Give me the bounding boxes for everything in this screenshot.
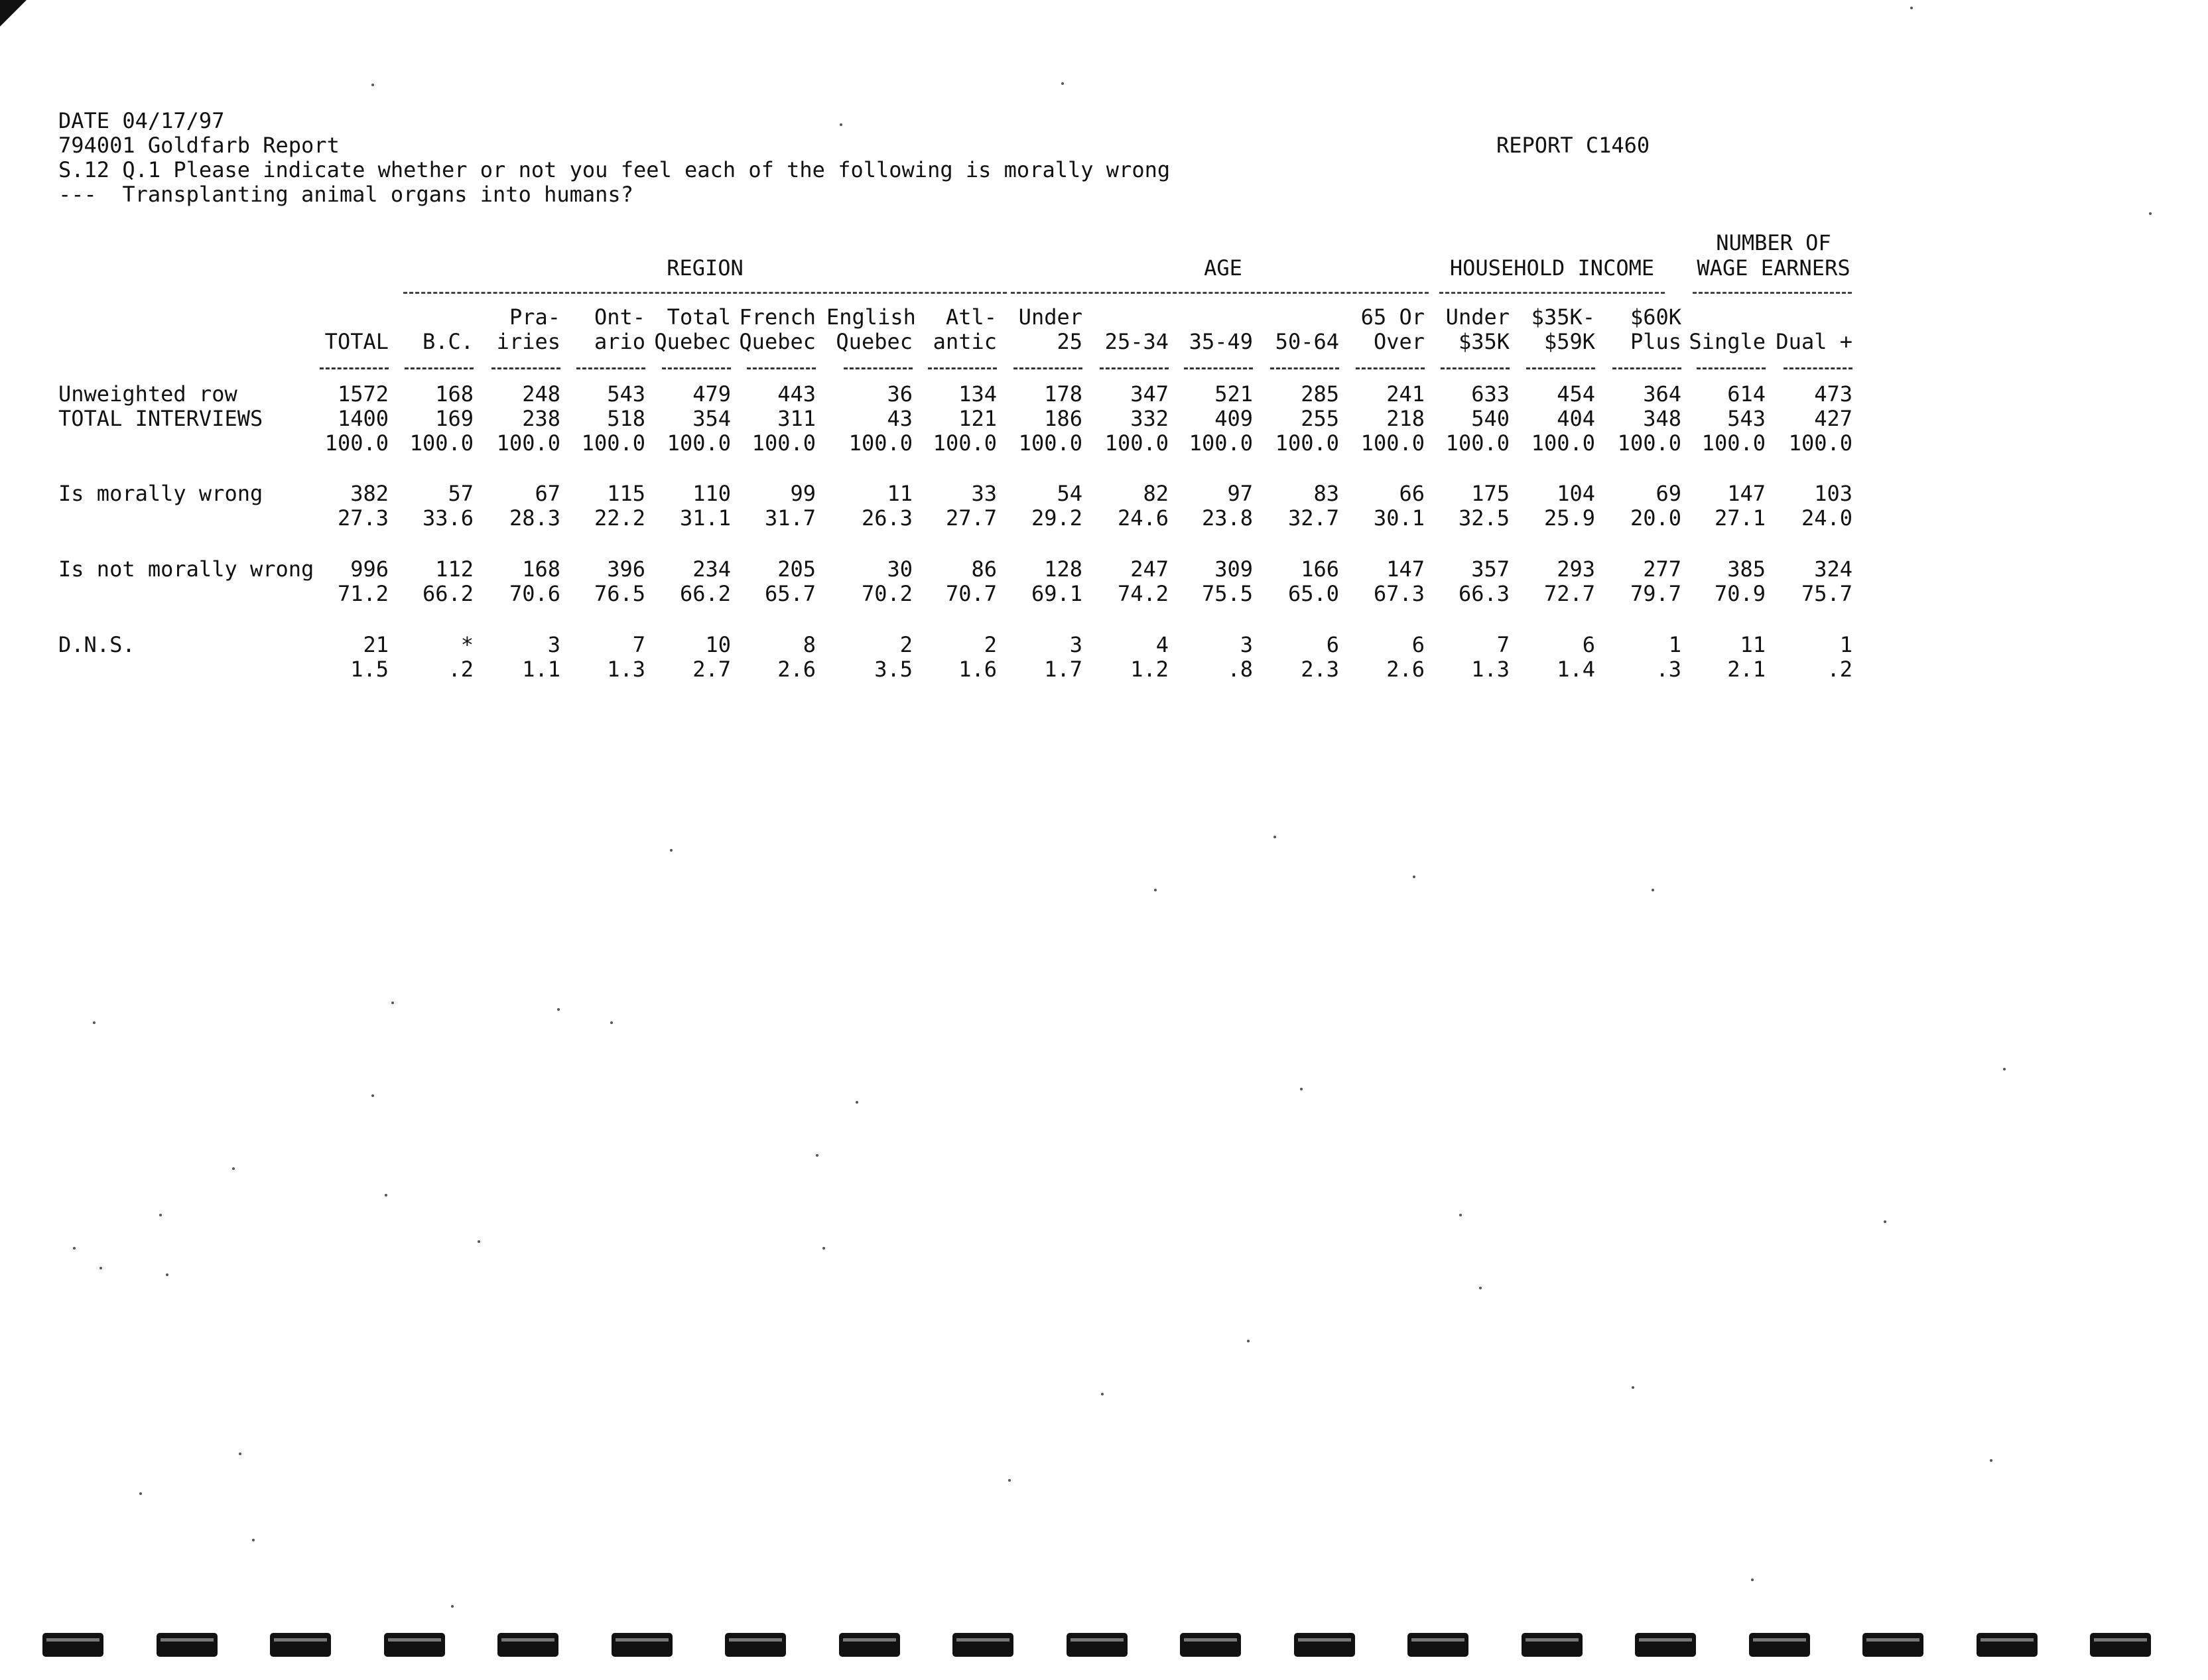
- table-cell: 25.9: [1543, 505, 1595, 531]
- table-cell: 347: [1130, 381, 1169, 407]
- table-cell: 364: [1643, 381, 1681, 407]
- sprocket-hole: [612, 1633, 673, 1657]
- row-label-dns: D.N.S.: [58, 632, 135, 657]
- column-header-line1: Under: [1445, 304, 1510, 330]
- column-underline: [1526, 367, 1595, 369]
- table-cell: 100.0: [324, 430, 389, 456]
- table-cell: 11: [887, 481, 913, 506]
- sprocket-hole: [1407, 1633, 1468, 1657]
- table-cell: 10: [705, 632, 731, 657]
- table-cell: 1.3: [1471, 657, 1510, 682]
- sprocket-hole: [952, 1633, 1013, 1657]
- scan-speck: [816, 1154, 818, 1157]
- table-cell: 443: [777, 381, 816, 407]
- column-underline: [747, 367, 816, 369]
- table-cell: 69: [1656, 481, 1681, 506]
- table-cell: 2.3: [1301, 657, 1339, 682]
- table-cell: 66.2: [679, 581, 731, 606]
- report-name: 794001 Goldfarb Report: [58, 133, 340, 158]
- table-cell: 100.0: [1788, 430, 1852, 456]
- table-cell: 382: [350, 481, 389, 506]
- column-header-line2: Quebec: [739, 329, 816, 354]
- table-cell: 27.3: [337, 505, 389, 531]
- table-cell: 26.3: [861, 505, 913, 531]
- column-underline: [1697, 367, 1766, 369]
- table-cell: 33: [971, 481, 997, 506]
- column-underline: [662, 367, 731, 369]
- scan-speck: [1910, 7, 1913, 9]
- table-cell: 27.7: [945, 505, 997, 531]
- table-cell: 2.1: [1727, 657, 1766, 682]
- column-header-line2: B.C.: [422, 329, 474, 354]
- table-cell: 543: [1727, 406, 1766, 431]
- column-header-line1: Atl-: [945, 304, 997, 330]
- table-cell: 4: [1155, 632, 1169, 657]
- table-cell: 110: [692, 481, 731, 506]
- question-text: S.12 Q.1 Please indicate whether or not you feel each of the following is morally wrong: [58, 157, 1171, 182]
- scan-speck: [2149, 212, 2152, 215]
- table-cell: 24.0: [1801, 505, 1852, 531]
- column-header-line1: $60K: [1630, 304, 1681, 330]
- table-cell: 100.0: [1360, 430, 1425, 456]
- table-cell: 32.7: [1287, 505, 1339, 531]
- table-cell: 1.2: [1130, 657, 1169, 682]
- table-cell: 2: [984, 632, 997, 657]
- column-underline: [1612, 367, 1681, 369]
- scan-speck: [371, 84, 374, 86]
- table-cell: 31.7: [764, 505, 816, 531]
- table-cell: 175: [1471, 481, 1510, 506]
- scan-speck: [1247, 1340, 1250, 1342]
- column-header-line2: 35-49: [1189, 329, 1253, 354]
- column-header-line1: English: [826, 304, 916, 330]
- table-cell: 178: [1044, 381, 1082, 407]
- table-cell: 6: [1582, 632, 1595, 657]
- table-cell: 54: [1057, 481, 1082, 506]
- subquestion-text: --- Transplanting animal organs into humans?: [58, 182, 633, 207]
- column-header-line2: ario: [594, 329, 645, 354]
- table-cell: 71.2: [337, 581, 389, 606]
- sprocket-hole: [1749, 1633, 1810, 1657]
- table-cell: 454: [1557, 381, 1595, 407]
- table-cell: 66: [1399, 481, 1425, 506]
- column-header-line2: 25-34: [1104, 329, 1169, 354]
- table-cell: 20.0: [1630, 505, 1681, 531]
- column-header-line1: Pra-: [509, 304, 560, 330]
- sprocket-hole: [1862, 1633, 1923, 1657]
- column-header-line2: TOTAL: [324, 329, 389, 354]
- table-cell: 2.6: [1386, 657, 1425, 682]
- table-cell: 543: [607, 381, 645, 407]
- sprocket-hole: [157, 1633, 218, 1657]
- table-cell: .3: [1656, 657, 1681, 682]
- table-cell: 100.0: [751, 430, 816, 456]
- column-underline: [1184, 367, 1253, 369]
- table-cell: 100.0: [1617, 430, 1681, 456]
- table-cell: 168: [522, 556, 560, 582]
- table-cell: 70.6: [509, 581, 560, 606]
- table-cell: 33.6: [422, 505, 474, 531]
- region-rule: [403, 292, 1007, 294]
- table-cell: 74.2: [1117, 581, 1169, 606]
- table-cell: 6: [1326, 632, 1339, 657]
- table-cell: 404: [1557, 406, 1595, 431]
- table-cell: 75.7: [1801, 581, 1852, 606]
- sprocket-hole: [270, 1633, 331, 1657]
- table-cell: 67: [535, 481, 560, 506]
- table-cell: 99: [790, 481, 816, 506]
- table-cell: 72.7: [1543, 581, 1595, 606]
- sprocket-hole: [1635, 1633, 1696, 1657]
- table-cell: 115: [607, 481, 645, 506]
- table-cell: 218: [1386, 406, 1425, 431]
- table-cell: 100.0: [409, 430, 474, 456]
- scan-speck: [822, 1247, 825, 1250]
- scan-speck: [1751, 1579, 1754, 1581]
- table-cell: 409: [1214, 406, 1253, 431]
- table-cell: 83: [1313, 481, 1339, 506]
- sprocket-hole: [497, 1633, 558, 1657]
- table-cell: 100.0: [1531, 430, 1595, 456]
- group-header-wage-line2: WAGE EARNERS: [1697, 255, 1851, 281]
- table-cell: 22.2: [594, 505, 645, 531]
- table-cell: 479: [692, 381, 731, 407]
- scan-speck: [252, 1539, 255, 1541]
- table-cell: 1: [1839, 632, 1852, 657]
- column-header-line1: $35K-: [1531, 304, 1595, 330]
- column-header-line2: Single: [1689, 329, 1766, 354]
- scan-speck: [1990, 1459, 1992, 1462]
- table-cell: 31.1: [679, 505, 731, 531]
- table-cell: 100.0: [581, 430, 645, 456]
- table-cell: 104: [1557, 481, 1595, 506]
- table-cell: 66.2: [422, 581, 474, 606]
- table-cell: 1.6: [958, 657, 997, 682]
- table-cell: 285: [1301, 381, 1339, 407]
- table-cell: 36: [887, 381, 913, 407]
- page-corner-mark: [0, 0, 27, 27]
- sprocket-hole: [1180, 1633, 1241, 1657]
- income-rule: [1439, 292, 1665, 294]
- column-underline: [491, 367, 560, 369]
- table-cell: .2: [1827, 657, 1852, 682]
- column-underline: [928, 367, 997, 369]
- column-header-line2: antic: [933, 329, 997, 354]
- row-label-unweighted: Unweighted row: [58, 381, 237, 407]
- group-header-wage-line1: NUMBER OF: [1716, 230, 1831, 255]
- table-cell: 32.5: [1458, 505, 1510, 531]
- scan-speck: [856, 1101, 858, 1104]
- column-underline: [844, 367, 913, 369]
- table-cell: 30: [887, 556, 913, 582]
- table-cell: 57: [448, 481, 474, 506]
- table-cell: 1572: [337, 381, 389, 407]
- table-cell: 100.0: [1275, 430, 1339, 456]
- scan-speck: [385, 1194, 387, 1196]
- column-header-line1: 65 Or: [1360, 304, 1425, 330]
- table-cell: 521: [1214, 381, 1253, 407]
- table-cell: 70.2: [861, 581, 913, 606]
- table-cell: 8: [803, 632, 816, 657]
- table-cell: 357: [1471, 556, 1510, 582]
- table-cell: 103: [1814, 481, 1852, 506]
- table-cell: 311: [777, 406, 816, 431]
- table-cell: 147: [1386, 556, 1425, 582]
- table-cell: 3: [547, 632, 560, 657]
- column-header-line2: Quebec: [836, 329, 913, 354]
- table-cell: 100.0: [1445, 430, 1510, 456]
- table-cell: 21: [363, 632, 389, 657]
- table-cell: 354: [692, 406, 731, 431]
- column-underline: [576, 367, 645, 369]
- column-header-line2: iries: [496, 329, 560, 354]
- table-cell: 1.5: [350, 657, 389, 682]
- row-label-total-interviews: TOTAL INTERVIEWS: [58, 406, 263, 431]
- table-cell: 2: [899, 632, 913, 657]
- table-cell: 169: [435, 406, 474, 431]
- sprocket-hole: [1067, 1633, 1128, 1657]
- scan-speck: [1008, 1479, 1011, 1482]
- table-cell: 6: [1411, 632, 1425, 657]
- table-cell: 70.9: [1714, 581, 1766, 606]
- table-cell: 205: [777, 556, 816, 582]
- table-cell: 11: [1740, 632, 1766, 657]
- table-cell: 24.6: [1117, 505, 1169, 531]
- table-cell: 247: [1130, 556, 1169, 582]
- table-cell: 996: [350, 556, 389, 582]
- column-underline: [320, 367, 389, 369]
- sprocket-hole: [42, 1633, 103, 1657]
- table-cell: 2.7: [692, 657, 731, 682]
- scan-speck: [166, 1273, 168, 1276]
- scan-speck: [1413, 875, 1415, 878]
- scan-speck: [1300, 1088, 1303, 1090]
- table-cell: 100.0: [848, 430, 913, 456]
- table-cell: 168: [435, 381, 474, 407]
- column-underline: [1100, 367, 1169, 369]
- table-cell: 248: [522, 381, 560, 407]
- scan-speck: [139, 1492, 142, 1495]
- sprocket-hole: [2090, 1633, 2151, 1657]
- scan-speck: [1884, 1220, 1886, 1223]
- table-cell: 324: [1814, 556, 1852, 582]
- table-cell: 121: [958, 406, 997, 431]
- table-cell: 2.6: [777, 657, 816, 682]
- table-cell: 1400: [337, 406, 389, 431]
- table-cell: 427: [1814, 406, 1852, 431]
- column-header-line1: Under: [1018, 304, 1082, 330]
- table-cell: 540: [1471, 406, 1510, 431]
- table-cell: 100.0: [1104, 430, 1169, 456]
- sprocket-hole: [1522, 1633, 1583, 1657]
- table-cell: 27.1: [1714, 505, 1766, 531]
- table-cell: 518: [607, 406, 645, 431]
- table-cell: 100.0: [667, 430, 731, 456]
- table-cell: 186: [1044, 406, 1082, 431]
- table-cell: 76.5: [594, 581, 645, 606]
- sprocket-hole: [1294, 1633, 1355, 1657]
- sprocket-hole: [839, 1633, 900, 1657]
- column-header-line1: Total: [667, 304, 731, 330]
- table-cell: .2: [448, 657, 474, 682]
- table-cell: 633: [1471, 381, 1510, 407]
- group-header-age: AGE: [1204, 255, 1242, 281]
- table-cell: 100.0: [933, 430, 997, 456]
- sprocket-hole: [1977, 1633, 2038, 1657]
- table-cell: 128: [1044, 556, 1082, 582]
- table-cell: 65.0: [1287, 581, 1339, 606]
- table-cell: 1: [1668, 632, 1681, 657]
- table-cell: 614: [1727, 381, 1766, 407]
- table-cell: 238: [522, 406, 560, 431]
- table-cell: 112: [435, 556, 474, 582]
- column-underline: [405, 367, 474, 369]
- table-cell: 75.5: [1201, 581, 1253, 606]
- scan-speck: [1479, 1287, 1482, 1289]
- table-cell: 69.1: [1031, 581, 1082, 606]
- column-header-line2: Quebec: [654, 329, 731, 354]
- scan-speck: [232, 1167, 235, 1170]
- row-label-morally-wrong: Is morally wrong: [58, 481, 263, 506]
- table-cell: 29.2: [1031, 505, 1082, 531]
- table-cell: 293: [1557, 556, 1595, 582]
- table-cell: 1.4: [1557, 657, 1595, 682]
- column-header-line1: Ont-: [594, 304, 645, 330]
- table-cell: 166: [1301, 556, 1339, 582]
- column-header-line2: 25: [1057, 329, 1082, 354]
- table-cell: 97: [1227, 481, 1253, 506]
- table-cell: 23.8: [1201, 505, 1253, 531]
- table-cell: 3: [1240, 632, 1253, 657]
- table-cell: 79.7: [1630, 581, 1681, 606]
- scan-speck: [159, 1214, 162, 1216]
- scan-speck: [239, 1453, 241, 1455]
- age-rule: [1011, 292, 1429, 294]
- scan-speck: [557, 1008, 560, 1011]
- scan-speck: [1101, 1393, 1104, 1395]
- scan-speck: [1273, 836, 1276, 838]
- scan-speck: [391, 1002, 394, 1004]
- column-underline: [1441, 367, 1510, 369]
- report-code: REPORT C1460: [1496, 133, 1650, 158]
- table-cell: 473: [1814, 381, 1852, 407]
- group-header-income: HOUSEHOLD INCOME: [1449, 255, 1655, 281]
- table-cell: 255: [1301, 406, 1339, 431]
- scan-speck: [371, 1094, 374, 1097]
- table-cell: 86: [971, 556, 997, 582]
- table-cell: 234: [692, 556, 731, 582]
- table-cell: 3.5: [874, 657, 913, 682]
- table-cell: .8: [1227, 657, 1253, 682]
- scan-speck: [670, 849, 673, 852]
- column-header-line2: Plus: [1630, 329, 1681, 354]
- table-cell: 65.7: [764, 581, 816, 606]
- column-underline: [1013, 367, 1082, 369]
- table-cell: 134: [958, 381, 997, 407]
- table-cell: 3: [1069, 632, 1082, 657]
- table-cell: 100.0: [1189, 430, 1253, 456]
- table-cell: 100.0: [496, 430, 560, 456]
- table-cell: 43: [887, 406, 913, 431]
- table-cell: 100.0: [1018, 430, 1082, 456]
- table-cell: 70.7: [945, 581, 997, 606]
- scan-speck: [1459, 1214, 1462, 1216]
- column-header-line1: French: [739, 304, 816, 330]
- table-cell: 241: [1386, 381, 1425, 407]
- scan-speck: [1061, 82, 1064, 85]
- sprocket-hole: [725, 1633, 786, 1657]
- column-header-line2: Dual +: [1776, 329, 1852, 354]
- scan-speck: [1632, 1386, 1634, 1389]
- scan-speck: [1154, 889, 1157, 891]
- table-cell: 1.3: [607, 657, 645, 682]
- wage-rule: [1693, 292, 1852, 294]
- scan-speck: [610, 1021, 613, 1024]
- column-header-line2: $35K: [1458, 329, 1510, 354]
- table-cell: 396: [607, 556, 645, 582]
- table-cell: 28.3: [509, 505, 560, 531]
- table-cell: 385: [1727, 556, 1766, 582]
- column-header-line2: $59K: [1543, 329, 1595, 354]
- table-cell: 332: [1130, 406, 1169, 431]
- table-cell: 348: [1643, 406, 1681, 431]
- table-cell: 309: [1214, 556, 1253, 582]
- scan-speck: [73, 1247, 76, 1250]
- column-header-line2: 50-64: [1275, 329, 1339, 354]
- group-header-region: REGION: [667, 255, 744, 281]
- row-label-not-morally-wrong: Is not morally wrong: [58, 556, 314, 582]
- scan-speck: [99, 1267, 102, 1269]
- table-cell: 1.7: [1044, 657, 1082, 682]
- column-underline: [1356, 367, 1425, 369]
- column-header-line2: Over: [1373, 329, 1425, 354]
- table-cell: 277: [1643, 556, 1681, 582]
- table-cell: *: [460, 632, 474, 657]
- report-date: DATE 04/17/97: [58, 108, 225, 133]
- column-underline: [1270, 367, 1339, 369]
- scan-speck: [840, 123, 842, 126]
- table-cell: 7: [1496, 632, 1510, 657]
- table-cell: 66.3: [1458, 581, 1510, 606]
- table-cell: 1.1: [522, 657, 560, 682]
- table-cell: 7: [632, 632, 645, 657]
- sprocket-hole: [384, 1633, 445, 1657]
- table-cell: 67.3: [1373, 581, 1425, 606]
- column-underline: [1784, 367, 1852, 369]
- table-cell: 100.0: [1701, 430, 1766, 456]
- scan-speck: [2003, 1068, 2006, 1070]
- scan-speck: [478, 1240, 480, 1243]
- scan-speck: [451, 1605, 454, 1608]
- table-cell: 82: [1143, 481, 1169, 506]
- table-cell: 147: [1727, 481, 1766, 506]
- table-cell: 30.1: [1373, 505, 1425, 531]
- scan-speck: [93, 1021, 96, 1024]
- scan-speck: [1652, 889, 1654, 891]
